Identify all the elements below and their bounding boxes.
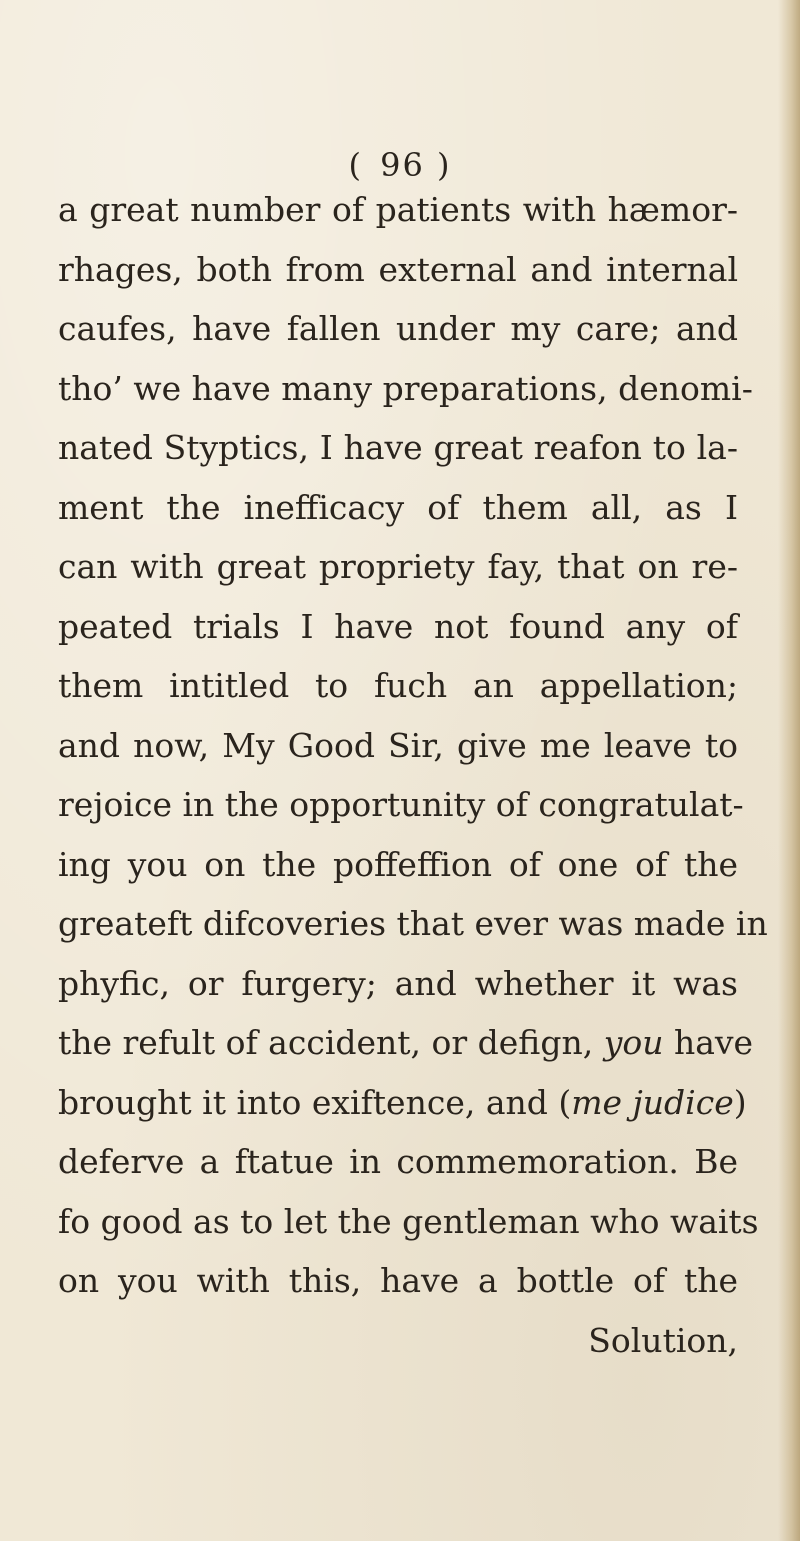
text-segment: the refult of accident, or defign, xyxy=(58,1023,594,1062)
text-line: peated trials I have not found any of xyxy=(58,606,738,646)
text-segment: ) xyxy=(733,1082,747,1122)
text-line: ing you on the poffeffion of one of the xyxy=(58,844,738,884)
text-segment: brought it into exiftence, and ( xyxy=(58,1082,572,1122)
text-line: them intitled to fuch an appellation; xyxy=(58,666,738,705)
text-line: deferve a ftatue in commemoration. Be xyxy=(58,1142,738,1181)
text-line: rhages, both from external and internal xyxy=(58,249,738,289)
text-line: greateft difcoveries that ever was made in xyxy=(58,904,768,943)
text-line: and now, My Good Sir, give me leave to xyxy=(58,725,738,765)
text-line-with-italic xyxy=(58,1013,754,1073)
text-line: can with great propriety fay, that on re- xyxy=(58,547,738,586)
catchword: Solution, xyxy=(588,1320,738,1360)
text-line: phyfic, or furgery; and whether it was xyxy=(58,963,738,1003)
page-number: 96 xyxy=(380,146,425,184)
italic-phrase: me judice xyxy=(571,1082,734,1122)
text-line: tho’ we have many preparations, denomi- xyxy=(58,368,753,408)
header-open-paren: ( xyxy=(348,146,363,184)
text-line: nated Styptics, I have great reafon to la- xyxy=(58,428,738,467)
text-line: rejoice in the opportunity of congratulat- xyxy=(58,785,744,824)
text-segment: have xyxy=(673,1023,754,1062)
header-close-paren: ) xyxy=(437,146,452,184)
text-line-with-italic xyxy=(58,1073,747,1133)
body-text xyxy=(58,180,768,1370)
text-line: a great number of patients with hæmor- xyxy=(58,190,738,229)
page-edge-shadow xyxy=(778,0,800,1541)
italic-word: you xyxy=(603,1023,664,1062)
text-line: ment the inefficacy of them all, as I xyxy=(58,487,738,527)
text-line: caufes, have fallen under my care; and xyxy=(58,309,738,348)
text-line: on you with this, have a bottle of the xyxy=(58,1261,738,1300)
text-line: fo good as to let the gentleman who waits xyxy=(58,1201,759,1241)
